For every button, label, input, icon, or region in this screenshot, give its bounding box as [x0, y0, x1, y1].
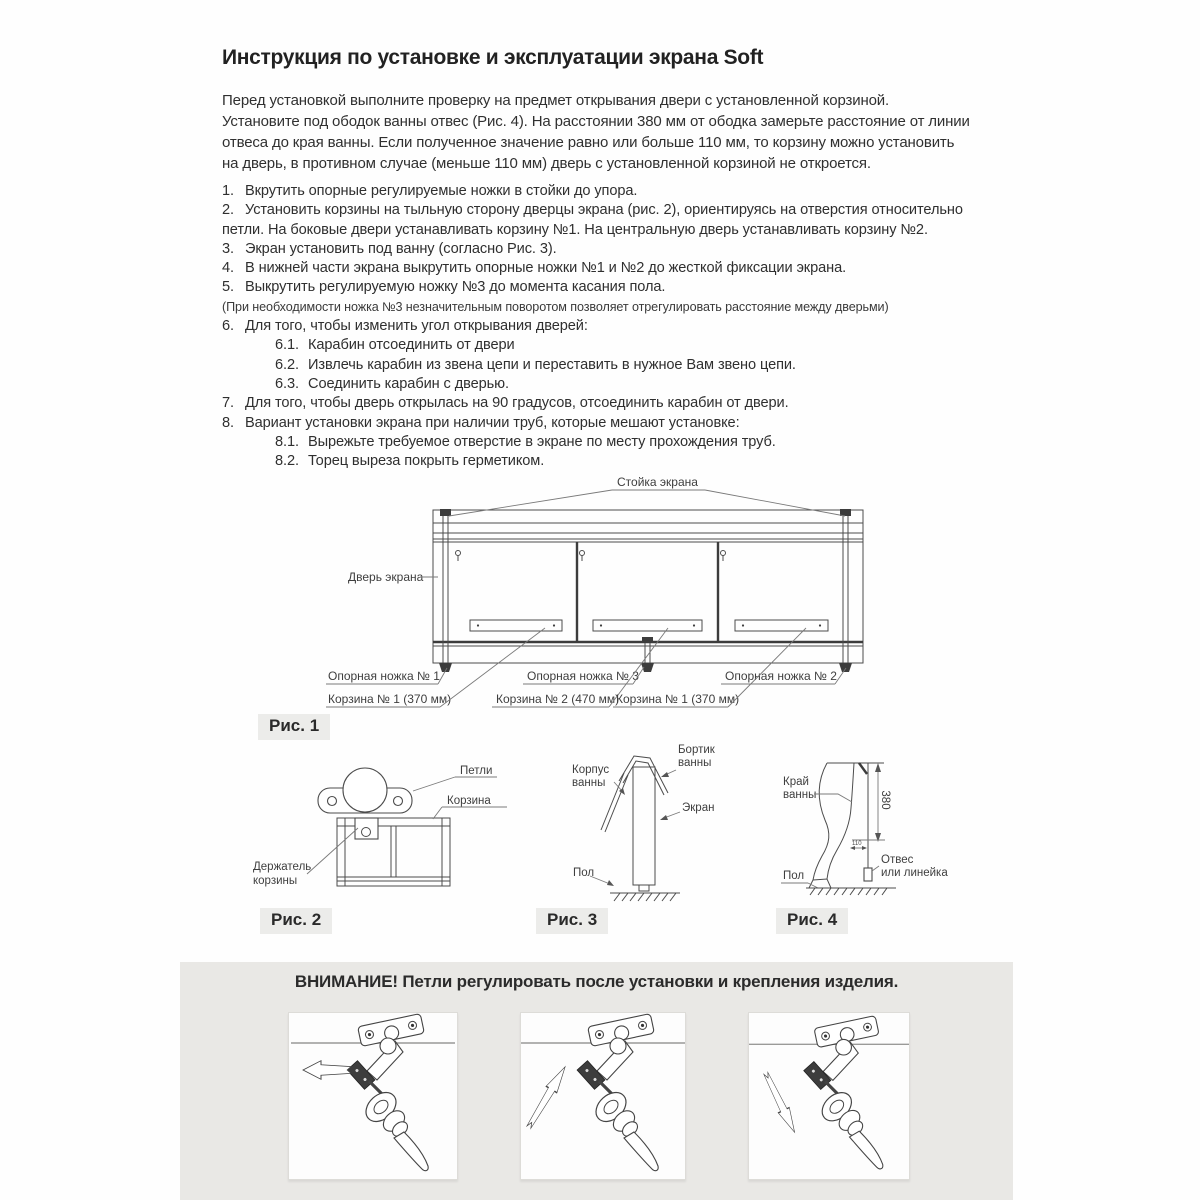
fig1-label-door: Дверь экрана [348, 570, 424, 584]
step-2-cont: петли. На боковые двери устанавливать корзину №1. На центральную дверь устанавливать корзину №2. [222, 221, 928, 238]
step-6-2: 6.2. Извлечь карабин из звена цепи и переставить в нужное Вам звено цепи. [275, 356, 796, 373]
fig4-label-plumb-1: Отвес [881, 854, 914, 866]
direction-arrow-icon [523, 1064, 570, 1131]
fig3-label-body-2: ванны [572, 777, 606, 789]
step-6-1: 6.1. Карабин отсоединить от двери [275, 337, 515, 354]
intro-line: Перед установкой выполните проверку на предмет открывания двери с установленной корзиной. [222, 92, 890, 109]
page-title: Инструкция по установке и эксплуатации экрана Soft [222, 46, 764, 69]
fig3-label-floor: Пол [573, 867, 595, 879]
step-4: 4. В нижней части экрана выкрутить опорные ножки №1 и №2 до жесткой фиксации экрана. [222, 260, 847, 277]
figure-2-diagram [245, 750, 515, 898]
warning-section [180, 962, 1013, 1200]
fig1-label-leg3: Опорная ножка № 3 [527, 669, 639, 683]
fig1-label-basket1-left: Корзина № 1 (370 мм) [328, 692, 452, 706]
installation-steps [222, 182, 963, 471]
fig4-dim-110: 110 [852, 841, 862, 847]
figure-3-caption: Рис. 3 [536, 908, 608, 934]
fig4-dim-380: 380 [879, 790, 891, 810]
floor-hatching [614, 893, 676, 901]
hinge-adjust-step-1 [288, 1012, 458, 1180]
fig3-label-screen: Экран [682, 802, 715, 814]
intro-line: Установите под ободок ванны отвес (Рис. 4). На расстоянии 380 мм от ободка замерьте расстояние от линии [222, 113, 970, 130]
fig1-label-basket2: Корзина № 2 (470 мм) [496, 692, 620, 706]
figure-4-caption: Рис. 4 [776, 908, 848, 934]
fig1-label-leg2: Опорная ножка № 2 [725, 669, 837, 683]
fig2-label-holder-2: корзины [253, 875, 298, 887]
fig3-label-rim-2: ванны [678, 757, 712, 769]
fig2-label-hinges: Петли [460, 765, 493, 777]
fig3-label-body-1: Корпус [572, 764, 610, 776]
fig3-label-rim-1: Бортик [678, 744, 715, 756]
hinge-adjust-step-3 [748, 1012, 910, 1180]
fig4-label-floor: Пол [783, 870, 805, 882]
step-3: 3. Экран установить под ванну (согласно Рис. 3). [222, 240, 557, 257]
step-7: 7. Для того, чтобы дверь открылась на 90 градусов, отсоединить карабин от двери. [222, 395, 789, 412]
step-6: 6. Для того, чтобы изменить угол открывания дверей: [222, 318, 588, 335]
intro-paragraph [222, 90, 970, 174]
step-1: 1. Вкрутить опорные регулируемые ножки в стойки до упора. [222, 183, 638, 199]
step-6-3: 6.3. Соединить карабин с дверью. [275, 375, 509, 392]
fig1-label-basket1-right: Корзина № 1 (370 мм) [616, 692, 740, 706]
warning-text: ВНИМАНИЕ! Петли регулировать после установки и крепления изделия. [294, 972, 899, 991]
step-5: 5. Выкрутить регулируемую ножку №3 до момента касания пола. [222, 279, 666, 296]
figure-2-caption: Рис. 2 [260, 908, 332, 934]
keyhole-marks [456, 551, 726, 562]
fig2-label-holder-1: Держатель [253, 861, 312, 873]
fig1-label-stand: Стойка экрана [617, 475, 698, 489]
figure-3-diagram [540, 742, 745, 902]
figure-4-diagram [768, 748, 973, 900]
direction-arrow-icon [303, 1061, 351, 1080]
intro-line: отвеса до края ванны. Если полученное значение равно или больше 110 мм, то корзину можно установить [222, 134, 955, 151]
floor-hatching [810, 888, 887, 895]
step-8-2: 8.2. Торец выреза покрыть герметиком. [275, 453, 545, 470]
intro-line: на дверь, в противном случае (меньше 110 мм) дверь с установленной корзиной не откроется. [222, 155, 871, 172]
step-2: 2. Установить корзины на тыльную сторону дверцы экрана (рис. 2), ориентируясь на отверстия относительно [222, 202, 963, 219]
direction-arrow-icon [760, 1071, 800, 1135]
basket-outlines [470, 620, 828, 631]
fig4-label-edge-2: ванны [783, 789, 817, 801]
step-5-note: (При необходимости ножка №3 незначительным поворотом позволяет отрегулировать расстояние между дверьми) [222, 299, 889, 314]
fig2-label-basket: Корзина [447, 795, 491, 807]
hinge-adjust-step-2 [520, 1012, 686, 1180]
step-8-1: 8.1. Вырежьте требуемое отверстие в экране по месту прохождения труб. [275, 433, 776, 450]
fig4-label-edge-1: Край [783, 776, 809, 788]
figure-1-caption: Рис. 1 [258, 714, 330, 740]
step-8: 8. Вариант установки экрана при наличии труб, которые мешают установке: [222, 414, 740, 431]
figure-1-diagram [240, 465, 890, 715]
fig1-label-leg1: Опорная ножка № 1 [328, 669, 440, 683]
fig4-label-plumb-2: или линейка [881, 867, 948, 879]
